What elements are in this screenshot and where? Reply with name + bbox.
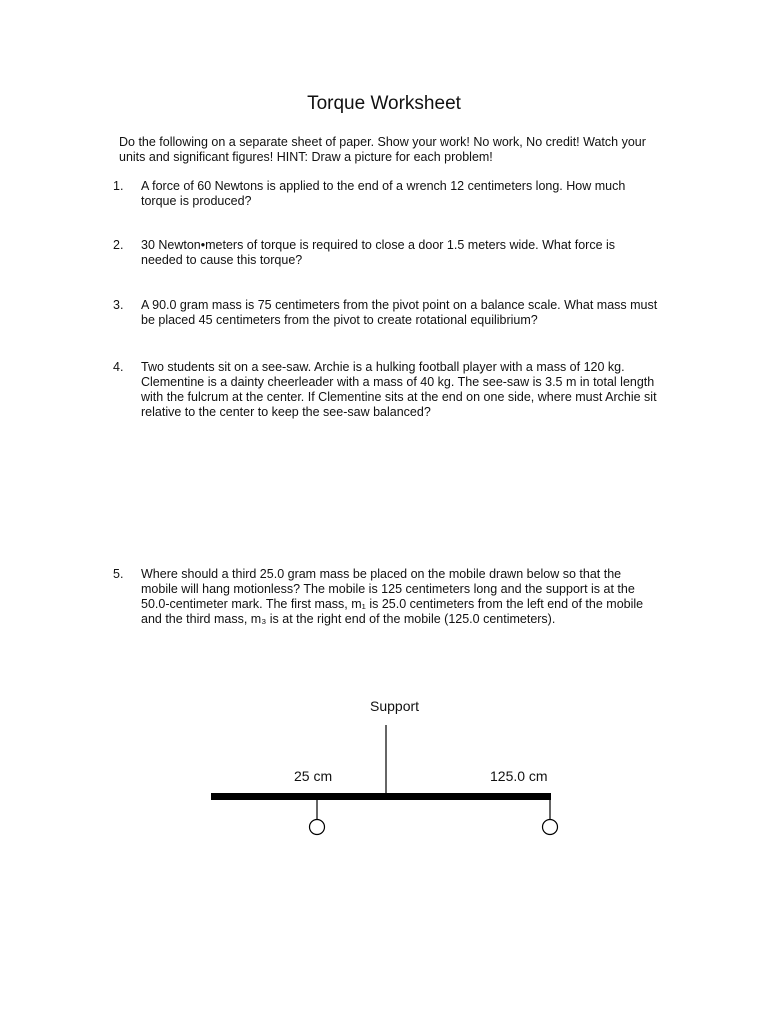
question-3	[113, 298, 658, 328]
mobile-diagram	[0, 680, 768, 860]
question-number: 5.	[113, 567, 124, 581]
question-number: 3.	[113, 298, 124, 312]
question-text: Two students sit on a see-saw. Archie is a hulking football player with a mass of 120 kg. Clementine is a dainty cheerleader with a mass of 40 kg. The see-saw is 3.5 m in total length with the fulcrum at the center. If Clementine sits at the end on one side, where must Archie sit relative to the center to keep the see-saw balanced?	[141, 360, 657, 419]
left-mass-label: 25 cm	[294, 768, 333, 784]
question-text: A force of 60 Newtons is applied to the end of a wrench 12 centimeters long. How much torque is produced?	[141, 179, 626, 208]
page-title: Torque Worksheet	[307, 93, 461, 114]
question-number: 4.	[113, 360, 124, 374]
instructions-paragraph: Do the following on a separate sheet of paper. Show your work! No work, No credit! Watch your units and significant figures! HINT: Draw a picture for each problem!	[119, 135, 646, 164]
support-label: Support	[370, 698, 420, 714]
question-text: A 90.0 gram mass is 75 centimeters from the pivot point on a balance scale. What mass must be placed 45 centimeters from the pivot to create rotational equilibrium?	[141, 298, 658, 327]
right-mass-circle	[543, 820, 558, 835]
mobile-beam	[211, 793, 551, 800]
left-mass-circle	[310, 820, 325, 835]
right-mass-label: 125.0 cm	[490, 768, 548, 784]
question-text: 30 Newton•meters of torque is required to close a door 1.5 meters wide. What force is needed to cause this torque?	[141, 238, 616, 267]
question-2	[113, 238, 658, 268]
question-number: 1.	[113, 179, 124, 193]
question-1	[113, 179, 658, 209]
question-4	[113, 360, 658, 420]
question-number: 2.	[113, 238, 124, 252]
question-text: Where should a third 25.0 gram mass be placed on the mobile drawn below so that the mobile will hang motionless? The mobile is 125 centimeters long and the support is at the 50.0-centimeter mark. The first mass, m₁ is 25.0 centimeters from the left end of the mobile and the third mass, m₃ is at the right end of the mobile (125.0 centimeters).	[141, 567, 644, 626]
question-5	[113, 567, 658, 627]
